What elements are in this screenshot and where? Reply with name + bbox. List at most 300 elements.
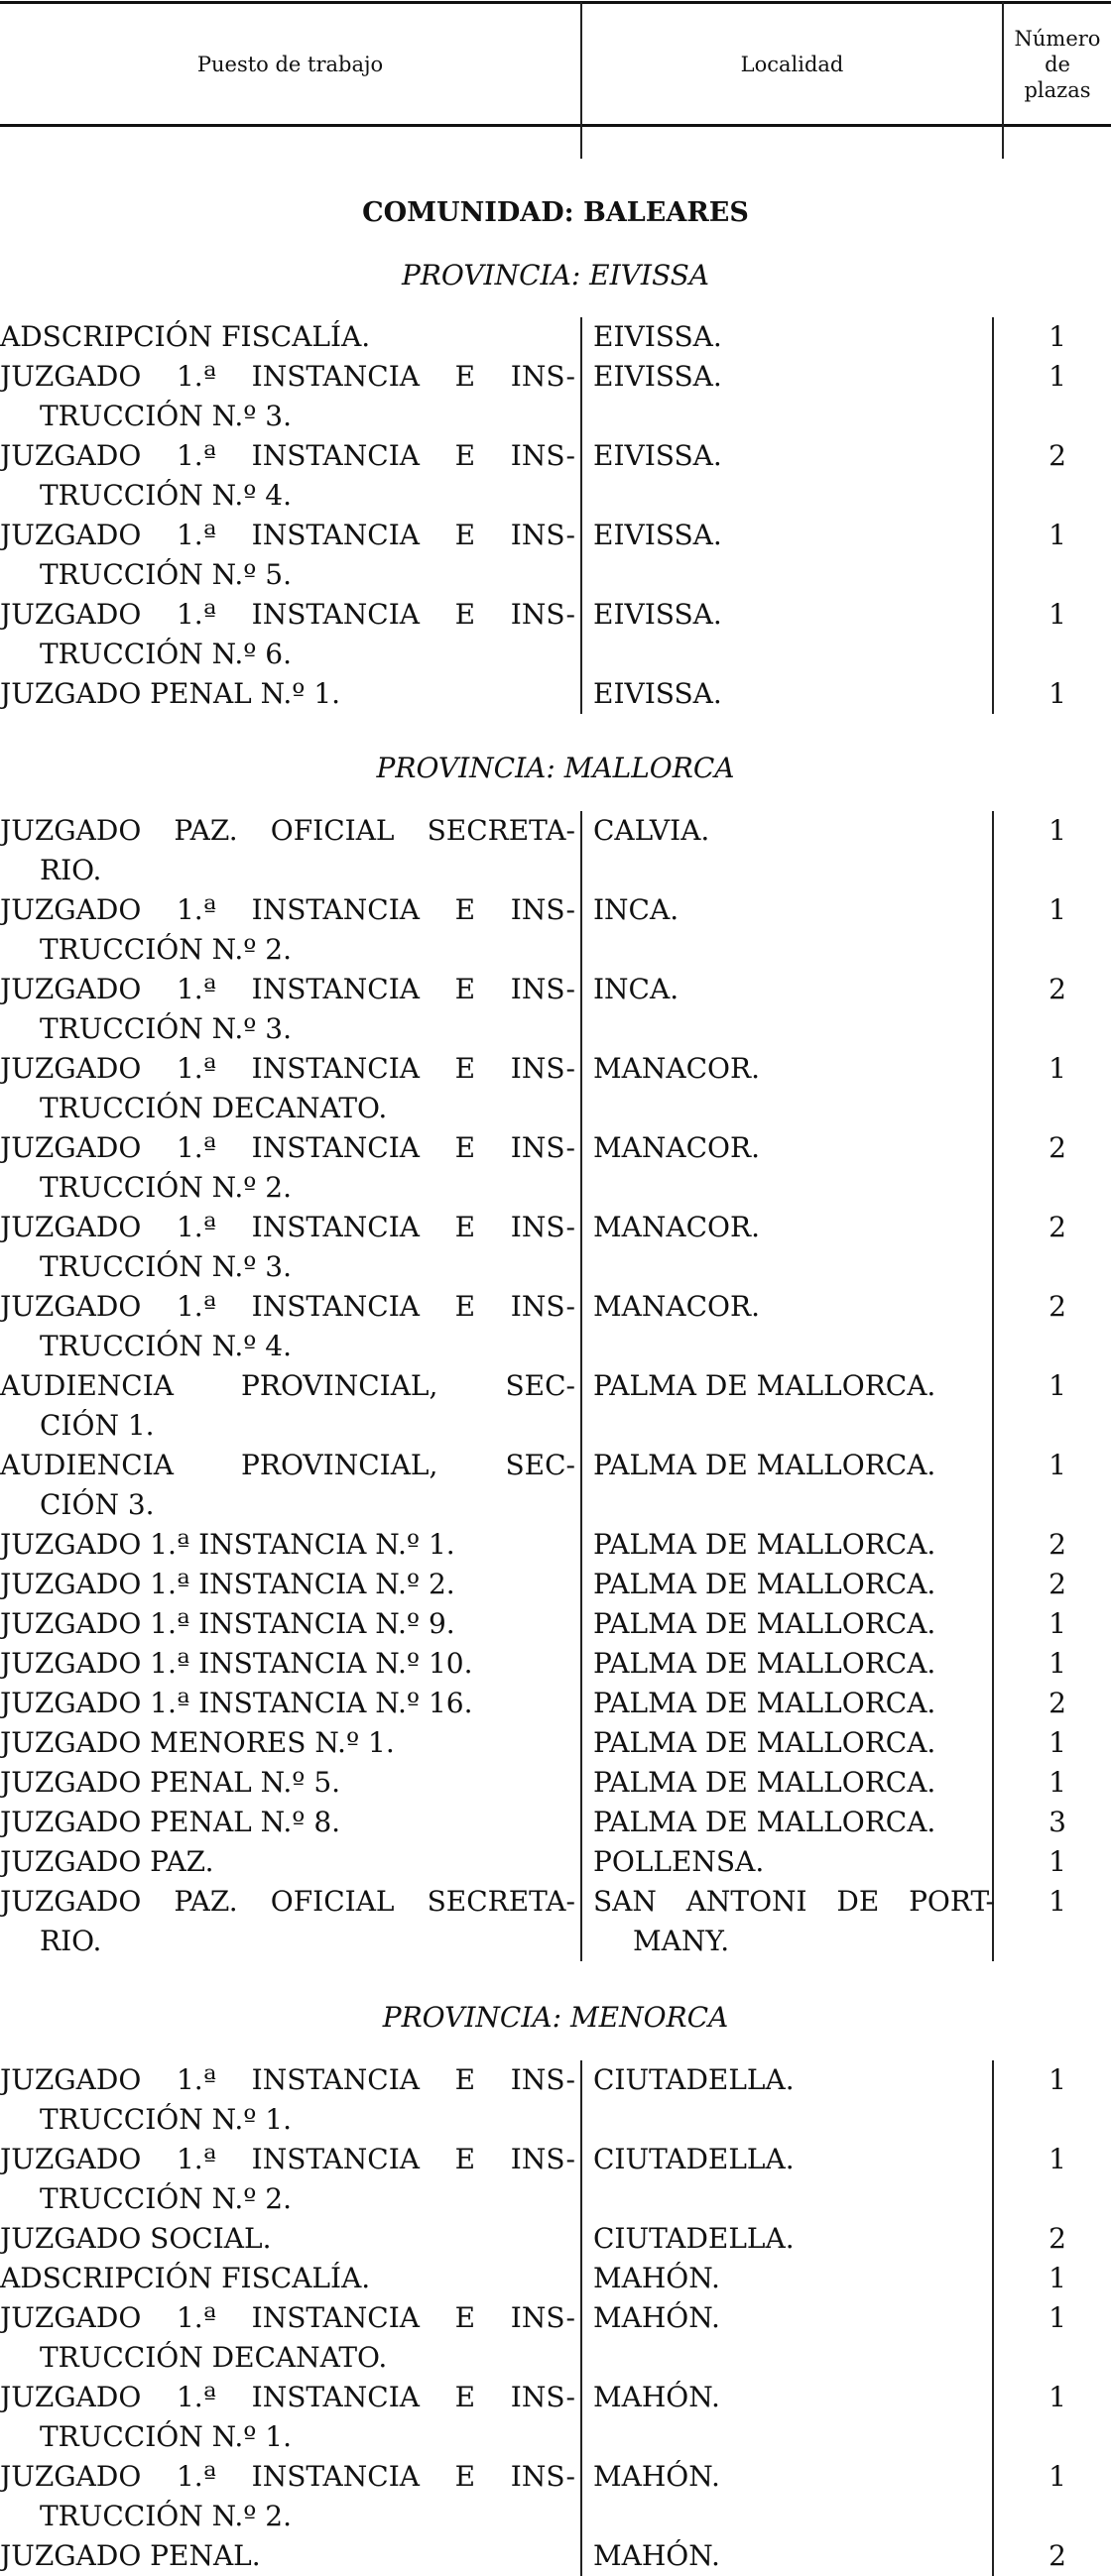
word: INS- [510,439,575,472]
localidad-line: CIUTADELLA. [593,2063,795,2096]
localidad-line: MANACOR. [593,1131,760,1164]
puesto-line: TRUCCIÓN N.º 2. [40,2182,293,2215]
puesto-line [0,2060,575,2100]
table-row [0,436,1111,516]
localidad-cell [593,1684,1000,1723]
province-title: PROVINCIA: MENORCA [382,2001,729,2034]
word: JUZGADO [0,598,142,631]
word: JUZGADO [0,2381,142,2413]
localidad-cell [593,1287,1000,1327]
localidad-line: MANACOR. [593,1052,760,1085]
word: AUDIENCIA [0,1449,174,1481]
puesto-line: JUZGADO PENAL. [0,2539,261,2572]
puesto-line [0,1287,575,1327]
plazas-cell: 1 [1049,1369,1066,1402]
localidad-line: MAHÓN. [593,2539,720,2572]
word: INSTANCIA [251,2381,420,2413]
puesto-line [0,1128,575,1168]
localidad-line: MAHÓN. [593,2262,720,2294]
word: JUZGADO [0,814,142,847]
localidad-cell [593,1366,1000,1406]
word: SAN [593,1885,657,1918]
puesto-cell [0,1049,575,1128]
word: INS- [510,1131,575,1164]
localidad-cell [593,1604,1000,1644]
puesto-line [0,357,575,397]
word: INSTANCIA [251,1131,420,1164]
localidad-line [593,1882,995,1922]
puesto-line: JUZGADO 1.ª INSTANCIA N.º 10. [0,1647,473,1680]
puesto-line: TRUCCIÓN N.º 2. [40,1171,293,1204]
puesto-line [0,436,575,476]
localidad-cell [593,1644,1000,1684]
plazas-cell: 1 [1049,1052,1066,1085]
word: JUZGADO [0,1885,142,1918]
puesto-cell [0,2140,575,2219]
plazas-cell: 1 [1049,814,1066,847]
word: INS- [510,2143,575,2175]
puesto-cell [0,1287,575,1366]
word: INS- [510,1052,575,1085]
plazas-cell: 2 [1049,1528,1066,1561]
word: OFICIAL [270,814,395,847]
table-row [0,1128,1111,1208]
puesto-cell [0,674,575,714]
province-heading [0,749,1111,788]
localidad-cell [593,1128,1000,1168]
word: E [454,598,476,631]
table-row [0,674,1111,714]
puesto-line: TRUCCIÓN N.º 3. [40,400,293,432]
word: JUZGADO [0,1290,142,1323]
plazas-cell: 1 [1049,1607,1066,1640]
header-plazas-line: de [1045,53,1070,76]
table-row [0,811,1111,890]
localidad-cell [593,2378,1000,2417]
table-row [0,1446,1111,1525]
puesto-line [0,2140,575,2179]
word: 1.ª [176,439,216,472]
word: 1.ª [176,2143,216,2175]
puesto-cell [0,1565,575,1604]
localidad-cell [593,1723,1000,1763]
table-row [0,2259,1111,2298]
plazas-cell: 1 [1049,320,1066,353]
column-divider-1 [580,2,582,159]
word: INSTANCIA [251,2063,420,2096]
word: 1.ª [176,893,216,926]
localidad-cell [593,2298,1000,2338]
puesto-line: TRUCCIÓN DECANATO. [40,1092,388,1124]
plazas-cell: 1 [1049,1885,1066,1918]
localidad-line: MANACOR. [593,1290,760,1323]
puesto-cell [0,1366,575,1446]
puesto-line [0,811,575,851]
localidad-cell [593,1049,1000,1089]
word: PAZ. [174,1885,238,1918]
word: E [454,519,476,551]
localidad-cell [593,2219,1000,2259]
table-row [0,1287,1111,1366]
plazas-cell: 1 [1049,2301,1066,2334]
plazas-cell: 1 [1049,2063,1066,2096]
word: E [454,2063,476,2096]
puesto-line: RIO. [40,1925,102,1957]
localidad-line: INCA. [593,893,679,926]
table-row [0,1604,1111,1644]
localidad-cell [593,2140,1000,2179]
word: SEC- [505,1449,575,1481]
plazas-cell: 1 [1049,2143,1066,2175]
word: E [454,439,476,472]
table-row [0,1803,1111,1842]
puesto-line [0,2298,575,2338]
plazas-cell: 2 [1049,1568,1066,1600]
word: PROVINCIAL, [241,1369,438,1402]
localidad-line: PALMA DE MALLORCA. [593,1607,936,1640]
puesto-line: TRUCCIÓN N.º 2. [40,933,293,966]
puesto-line: JUZGADO SOCIAL. [0,2222,272,2255]
localidad-line: MAHÓN. [593,2460,720,2493]
puesto-cell [0,357,575,436]
localidad-line: PALMA DE MALLORCA. [593,1647,936,1680]
puesto-line: RIO. [40,854,102,886]
province-table-rows [0,2060,1111,2576]
plazas-cell: 2 [1049,2539,1066,2572]
puesto-cell [0,2259,575,2298]
header-localidad [582,4,1002,125]
localidad-line: MANACOR. [593,1211,760,1243]
localidad-line: POLLENSA. [593,1845,765,1878]
plazas-cell: 1 [1049,1647,1066,1680]
puesto-cell [0,436,575,516]
puesto-line [0,1446,575,1485]
localidad-line: MANY. [633,1925,730,1957]
localidad-line: EIVISSA. [593,677,722,710]
table-row [0,2298,1111,2378]
word: JUZGADO [0,360,142,393]
puesto-line: TRUCCIÓN DECANATO. [40,2341,388,2374]
province-title: PROVINCIA: MALLORCA [376,752,735,784]
word: E [454,1211,476,1243]
community-title: COMUNIDAD: BALEARES [362,197,749,228]
plazas-cell: 1 [1049,598,1066,631]
localidad-line: PALMA DE MALLORCA. [593,1528,936,1561]
localidad-cell [593,1842,1000,1882]
localidad-line: EIVISSA. [593,320,722,353]
puesto-cell [0,970,575,1049]
puesto-line: TRUCCIÓN N.º 4. [40,479,293,512]
puesto-line [0,970,575,1009]
table-row [0,1644,1111,1684]
localidad-line: PALMA DE MALLORCA. [593,1369,936,1402]
header-bottom-rule [0,124,1111,127]
puesto-line: JUZGADO PENAL N.º 1. [0,677,341,710]
puesto-cell [0,1882,575,1961]
localidad-line: CIUTADELLA. [593,2222,795,2255]
table-row [0,1684,1111,1723]
header-puesto-label: Puesto de trabajo [196,53,384,76]
puesto-line: CIÓN 1. [40,1409,155,1442]
word: INS- [510,519,575,551]
localidad-line: CIUTADELLA. [593,2143,795,2175]
localidad-cell [593,1565,1000,1604]
word: E [454,973,476,1005]
puesto-cell [0,1446,575,1525]
localidad-line: EIVISSA. [593,519,722,551]
plazas-cell: 2 [1049,2222,1066,2255]
localidad-cell [593,970,1000,1009]
puesto-line [0,890,575,930]
word: E [454,893,476,926]
word: DE [836,1885,880,1918]
puesto-line [0,595,575,635]
word: 1.ª [176,1052,216,1085]
word: JUZGADO [0,2301,142,2334]
header-plazas-line: plazas [1024,78,1091,102]
puesto-cell [0,595,575,674]
puesto-line: TRUCCIÓN N.º 1. [40,2420,293,2453]
province-heading [0,256,1111,295]
puesto-line: TRUCCIÓN N.º 2. [40,2500,293,2532]
puesto-line [0,1882,575,1922]
puesto-line: JUZGADO PAZ. [0,1845,214,1878]
plazas-cell: 1 [1049,677,1066,710]
localidad-cell [593,674,1000,714]
localidad-cell [593,2060,1000,2100]
puesto-cell [0,2219,575,2259]
localidad-cell [593,2259,1000,2298]
plazas-cell: 1 [1049,2262,1066,2294]
table-row [0,1763,1111,1803]
word: INS- [510,2301,575,2334]
puesto-line: JUZGADO 1.ª INSTANCIA N.º 1. [0,1528,455,1561]
word: JUZGADO [0,2063,142,2096]
word: E [454,2460,476,2493]
word: 1.ª [176,2301,216,2334]
table-row [0,890,1111,970]
word: INSTANCIA [251,519,420,551]
word: INSTANCIA [251,598,420,631]
localidad-line: PALMA DE MALLORCA. [593,1568,936,1600]
localidad-cell [593,595,1000,635]
puesto-cell [0,1128,575,1208]
plazas-cell: 3 [1049,1806,1066,1838]
word: JUZGADO [0,1131,142,1164]
puesto-line: TRUCCIÓN N.º 5. [40,558,293,591]
word: 1.ª [176,598,216,631]
word: E [454,2143,476,2175]
puesto-cell [0,2060,575,2140]
plazas-cell: 1 [1049,893,1066,926]
word: PAZ. [174,814,238,847]
table-row [0,1208,1111,1287]
plazas-cell: 1 [1049,1845,1066,1878]
localidad-cell [593,1446,1000,1485]
puesto-line: JUZGADO MENORES N.º 1. [0,1726,395,1759]
word: INS- [510,2063,575,2096]
word: E [454,1052,476,1085]
puesto-cell [0,811,575,890]
header-puesto [0,4,580,125]
province-title: PROVINCIA: EIVISSA [401,259,710,292]
localidad-cell [593,2536,1000,2576]
plazas-cell: 1 [1049,1449,1066,1481]
table-row [0,1565,1111,1604]
table-row [0,1049,1111,1128]
puesto-cell [0,1644,575,1684]
word: JUZGADO [0,893,142,926]
localidad-line: EIVISSA. [593,439,722,472]
table-row [0,516,1111,595]
plazas-cell: 2 [1049,973,1066,1005]
word: JUZGADO [0,519,142,551]
word: INSTANCIA [251,893,420,926]
word: INS- [510,1211,575,1243]
column-divider-2 [1002,2,1004,159]
plazas-cell: 2 [1049,1290,1066,1323]
localidad-cell [593,890,1000,930]
puesto-cell [0,2536,575,2576]
puesto-line [0,516,575,555]
word: INS- [510,973,575,1005]
table-row [0,2457,1111,2536]
puesto-cell [0,1684,575,1723]
word: 1.ª [176,2381,216,2413]
puesto-cell [0,2457,575,2536]
puesto-line: TRUCCIÓN N.º 1. [40,2103,293,2136]
puesto-cell [0,1723,575,1763]
localidad-line: PALMA DE MALLORCA. [593,1806,936,1838]
word: E [454,360,476,393]
puesto-line [0,2378,575,2417]
plazas-cell: 1 [1049,1726,1066,1759]
word: INSTANCIA [251,439,420,472]
word: JUZGADO [0,973,142,1005]
word: SECRETA- [427,1885,575,1918]
puesto-line: JUZGADO 1.ª INSTANCIA N.º 9. [0,1607,455,1640]
localidad-line: EIVISSA. [593,360,722,393]
word: INSTANCIA [251,2301,420,2334]
province-table-rows [0,317,1111,714]
word: E [454,2301,476,2334]
puesto-line [0,2457,575,2497]
plazas-cell: 2 [1049,1687,1066,1719]
localidad-line: EIVISSA. [593,598,722,631]
word: INSTANCIA [251,360,420,393]
word: OFICIAL [270,1885,395,1918]
localidad-cell [593,1763,1000,1803]
plazas-cell: 2 [1049,1211,1066,1243]
plazas-cell: 1 [1049,519,1066,551]
localidad-line: CALVIA. [593,814,710,847]
word: INSTANCIA [251,1052,420,1085]
word: 1.ª [176,2063,216,2096]
localidad-line: MAHÓN. [593,2301,720,2334]
province-heading [0,1998,1111,2038]
word: INS- [510,598,575,631]
table-row [0,595,1111,674]
localidad-cell [593,1803,1000,1842]
word: INSTANCIA [251,1290,420,1323]
localidad-line: PALMA DE MALLORCA. [593,1726,936,1759]
localidad-line: PALMA DE MALLORCA. [593,1766,936,1799]
word: INS- [510,2460,575,2493]
puesto-cell [0,1604,575,1644]
puesto-cell [0,1763,575,1803]
table-row [0,2536,1111,2576]
puesto-line: ADSCRIPCIÓN FISCALÍA. [0,320,371,353]
table-row [0,317,1111,357]
localidad-line: INCA. [593,973,679,1005]
word: SECRETA- [427,814,575,847]
puesto-cell [0,1842,575,1882]
plazas-cell: 1 [1049,2381,1066,2413]
localidad-cell [593,1882,1000,1961]
word: INS- [510,360,575,393]
table-row [0,2140,1111,2219]
header-plazas-line: Número [1014,27,1101,51]
puesto-cell [0,2378,575,2457]
localidad-cell [593,2457,1000,2497]
word: E [454,2381,476,2413]
table-row [0,2219,1111,2259]
word: PORT- [909,1885,995,1918]
word: AUDIENCIA [0,1369,174,1402]
word: INSTANCIA [251,2143,420,2175]
puesto-line: ADSCRIPCIÓN FISCALÍA. [0,2262,371,2294]
puesto-cell [0,1803,575,1842]
puesto-cell [0,2298,575,2378]
puesto-cell [0,516,575,595]
word: JUZGADO [0,1211,142,1243]
localidad-cell [593,1208,1000,1247]
puesto-cell [0,890,575,970]
word: 1.ª [176,1290,216,1323]
puesto-line [0,1366,575,1406]
word: JUZGADO [0,2143,142,2175]
word: INS- [510,893,575,926]
table-row [0,2378,1111,2457]
community-heading [0,193,1111,233]
word: 1.ª [176,360,216,393]
word: SEC- [505,1369,575,1402]
table-row [0,1882,1111,1961]
word: 1.ª [176,1131,216,1164]
header-plazas [1004,4,1111,125]
word: 1.ª [176,973,216,1005]
plazas-cell: 2 [1049,439,1066,472]
puesto-cell [0,1525,575,1565]
localidad-line: PALMA DE MALLORCA. [593,1687,936,1719]
puesto-cell [0,317,575,357]
puesto-line: JUZGADO PENAL N.º 5. [0,1766,341,1799]
word: ANTONI [685,1885,807,1918]
localidad-cell [593,317,1000,357]
plazas-cell: 2 [1049,1131,1066,1164]
localidad-cell [593,516,1000,555]
word: JUZGADO [0,1052,142,1085]
word: E [454,1290,476,1323]
puesto-line: JUZGADO 1.ª INSTANCIA N.º 2. [0,1568,455,1600]
puesto-line [0,1208,575,1247]
puesto-line [0,1049,575,1089]
puesto-cell [0,1208,575,1287]
word: INS- [510,2381,575,2413]
localidad-cell [593,1525,1000,1565]
plazas-cell: 1 [1049,1766,1066,1799]
puesto-line: TRUCCIÓN N.º 3. [40,1012,293,1045]
